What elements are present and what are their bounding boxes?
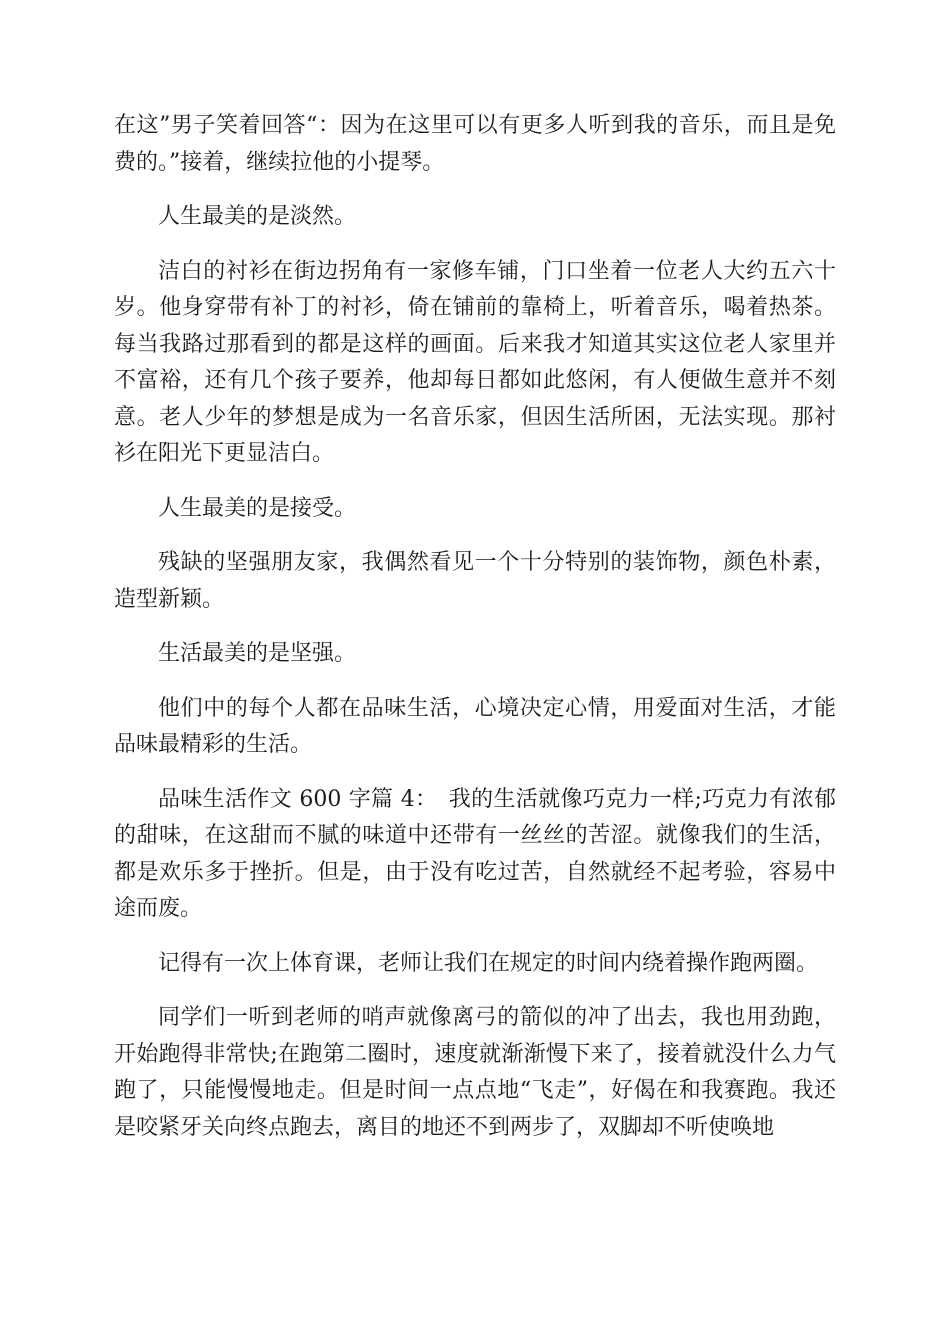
paragraph: 同学们一听到老师的哨声就像离弓的箭似的冲了出去，我也用劲跑，开始跑得非常快;在跑第二圈时，速度就渐渐慢下来了，接着就没什么力气跑了，只能慢慢地走。但是时间一点点地“飞走”，好偈在和我赛跑。我还是咬紧牙关向终点跑去，离目的地还不到两步了，双脚却不听使唤地 [114,1005,836,1140]
paragraph: 人生最美的是接受。 [158,495,357,521]
paragraph: 洁白的衬衫在街边拐角有一家修车铺，门口坐着一位老人大约五六十岁。他身穿带有补丁的衬衫，倚在铺前的靠椅上，听着音乐，喝着热茶。每当我路过那看到的都是这样的画面。后来我才知道其实这位老人家里并不富裕，还有几个孩子要养，他却每日都如此悠闲，有人便做生意并不刻意。老人少年的梦想是成为一名音乐家，但因生活所困，无法实现。那衬衫在阳光下更显洁白。 [114,258,836,466]
paragraph: 记得有一次上体育课，老师让我们在规定的时间内绕着操作跑两圈。 [158,950,819,976]
paragraph: 在这”男子笑着回答“：因为在这里可以有更多人听到我的音乐，而且是免费的。”接着，继续拉他的小提琴。 [114,113,836,175]
paragraph: 残缺的坚强朋友家，我偶然看见一个十分特别的装饰物，颜色朴素，造型新颖。 [114,550,836,612]
paragraph: 生活最美的是坚强。 [158,641,357,666]
paragraph: 品味生活作文 600 字篇 4： 我的生活就像巧克力一样;巧克力有浓郁的甜味，在这甜而不腻的味道中还带有一丝丝的苦涩。就像我们的生活，都是欢乐多于挫折。但是，由于没有吃过苦，自然就经不起考验，容易中途而废。 [114,786,836,921]
paragraph: 人生最美的是淡然。 [158,204,357,229]
document-page [114,108,836,1164]
paragraph: 他们中的每个人都在品味生活，心境决定心情，用爱面对生活，才能品味最精彩的生活。 [114,695,836,757]
